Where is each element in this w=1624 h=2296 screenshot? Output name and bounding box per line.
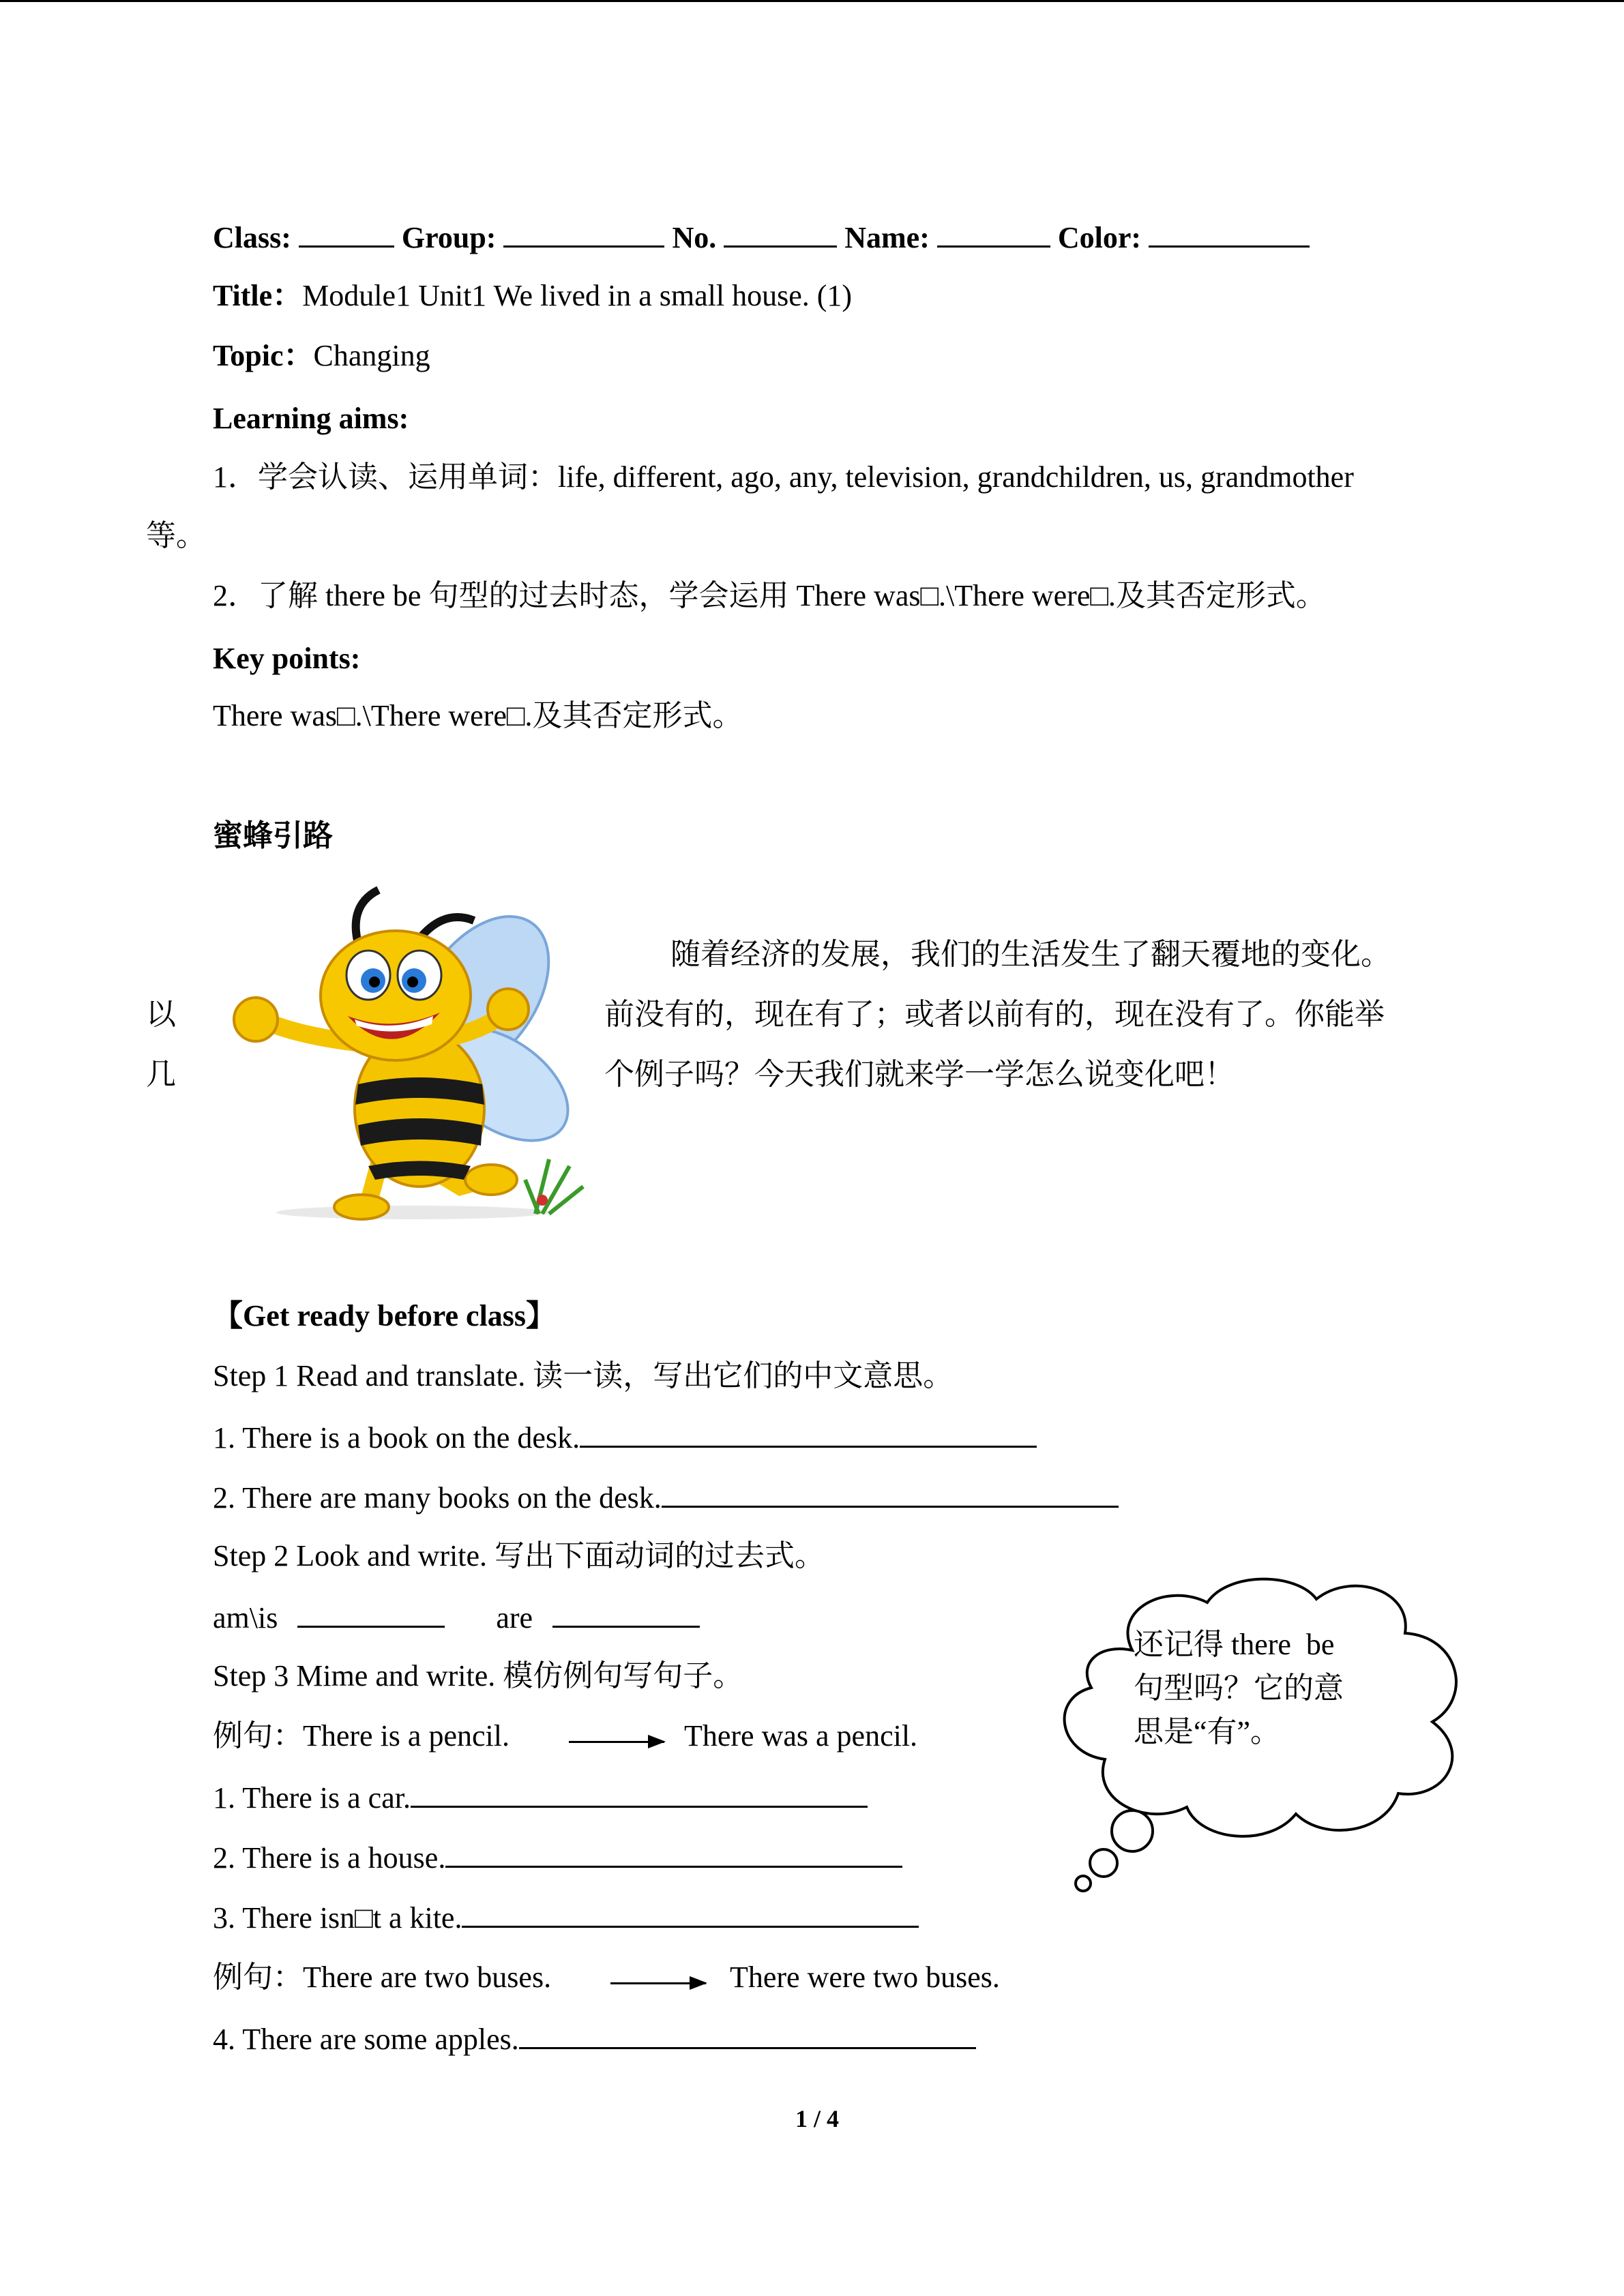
step-3-item-4-text: 4. There are some apples. <box>213 2023 519 2056</box>
example-2-label: 例句：There are two buses. <box>213 1960 552 1994</box>
class-blank[interactable] <box>299 218 394 248</box>
topic-label: Topic： <box>213 339 314 372</box>
color-label: Color: <box>1057 221 1142 254</box>
student-info-line <box>213 218 1310 257</box>
bee-text-line-2: 前没有的，现在有了；或者以前有的，现在没有了。你能举 <box>604 998 1385 1031</box>
example-1-arrow <box>569 1741 664 1743</box>
are-blank[interactable] <box>552 1598 700 1628</box>
cloud-line-2: 句型吗？它的意 <box>1134 1671 1344 1705</box>
class-label: Class: <box>213 221 291 254</box>
page-top-border <box>0 0 1624 2</box>
aim-1-line-2: 等。 <box>146 519 206 552</box>
aim-1-line-1: 1．学会认读、运用单词：life, different, ago, any, television, grandchildren, us, grandmother <box>213 460 1354 494</box>
key-points-value: There was□.\There were□.及其否定形式。 <box>213 699 743 732</box>
name-blank[interactable] <box>937 218 1050 248</box>
topic-line <box>213 337 430 375</box>
step-2-instruction: Step 2 Look and write. 写出下面动词的过去式。 <box>213 1539 825 1572</box>
am-is-label: am\is <box>213 1601 278 1635</box>
example-2-result: There were two buses. <box>730 1960 1000 1994</box>
cloud-text <box>1134 1623 1393 1754</box>
bee-section-heading: 蜜蜂引路 <box>213 819 333 852</box>
step-3-item-3-text: 3. There isn□t a kite. <box>213 1901 462 1935</box>
step-3-item-1-blank[interactable] <box>411 1778 868 1808</box>
step-3-item-4 <box>213 2020 976 2059</box>
title-value: Module1 Unit1 We lived in a small house. (1) <box>302 279 853 312</box>
cloud-line-1: 还记得 there be <box>1134 1628 1335 1661</box>
color-blank[interactable] <box>1149 218 1310 248</box>
aim-2: 2．了解 there be 句型的过去时态，学会运用 There was□.\There were□.及其否定形式。 <box>213 579 1326 612</box>
step-1-item-2 <box>213 1478 1119 1517</box>
bee-illustration <box>215 880 593 1221</box>
key-points-heading: Key points: <box>213 642 361 675</box>
step-1-item-1 <box>213 1418 1037 1457</box>
step-3-instruction: Step 3 Mime and write. 模仿例句写句子。 <box>213 1659 743 1693</box>
example-1-result: There was a pencil. <box>684 1719 918 1753</box>
title-label: Title： <box>213 279 303 312</box>
group-label: Group: <box>401 221 497 254</box>
learning-aims-heading: Learning aims: <box>213 402 409 435</box>
step-1-item-2-text: 2. There are many books on the desk. <box>213 1481 662 1515</box>
step-3-item-2-blank[interactable] <box>445 1838 902 1868</box>
step-2-items <box>213 1598 700 1637</box>
get-ready-heading: 【Get ready before class】 <box>213 1299 557 1332</box>
step-3-item-4-blank[interactable] <box>519 2020 976 2049</box>
am-is-blank[interactable] <box>297 1598 445 1628</box>
topic-value: Changing <box>313 339 430 372</box>
title-line <box>213 277 852 315</box>
bee-text-line-2-start: 以 <box>146 998 176 1031</box>
step-3-item-2 <box>213 1838 902 1877</box>
example-1-label: 例句：There is a pencil. <box>213 1719 510 1753</box>
example-2-arrow <box>610 1982 706 1984</box>
bee-text-line-1: 随着经济的发展，我们的生活发生了翻天覆地的变化。 <box>670 938 1391 971</box>
step-1-item-1-blank[interactable] <box>580 1418 1037 1448</box>
are-label: are <box>496 1601 533 1635</box>
no-blank[interactable] <box>724 218 837 248</box>
step-1-instruction: Step 1 Read and translate. 读一读，写出它们的中文意思。 <box>213 1359 954 1392</box>
bee-text-line-3: 个例子吗？今天我们就来学一学怎么说变化吧！ <box>604 1058 1235 1091</box>
bee-text-line-3-start: 几 <box>146 1058 176 1091</box>
step-3-item-3 <box>213 1898 919 1937</box>
step-1-item-1-text: 1. There is a book on the desk. <box>213 1421 580 1455</box>
step-1-item-2-blank[interactable] <box>662 1478 1119 1508</box>
step-3-item-1 <box>213 1778 868 1817</box>
no-label: No. <box>672 221 717 254</box>
page-number: 1 / 4 <box>795 2105 840 2132</box>
step-3-item-2-text: 2. There is a house. <box>213 1841 446 1875</box>
step-3-item-3-blank[interactable] <box>462 1898 919 1928</box>
cloud-line-3: 思是“有”。 <box>1134 1715 1281 1748</box>
name-label: Name: <box>844 221 930 254</box>
step-3-item-1-text: 1. There is a car. <box>213 1781 411 1815</box>
group-blank[interactable] <box>503 218 664 248</box>
